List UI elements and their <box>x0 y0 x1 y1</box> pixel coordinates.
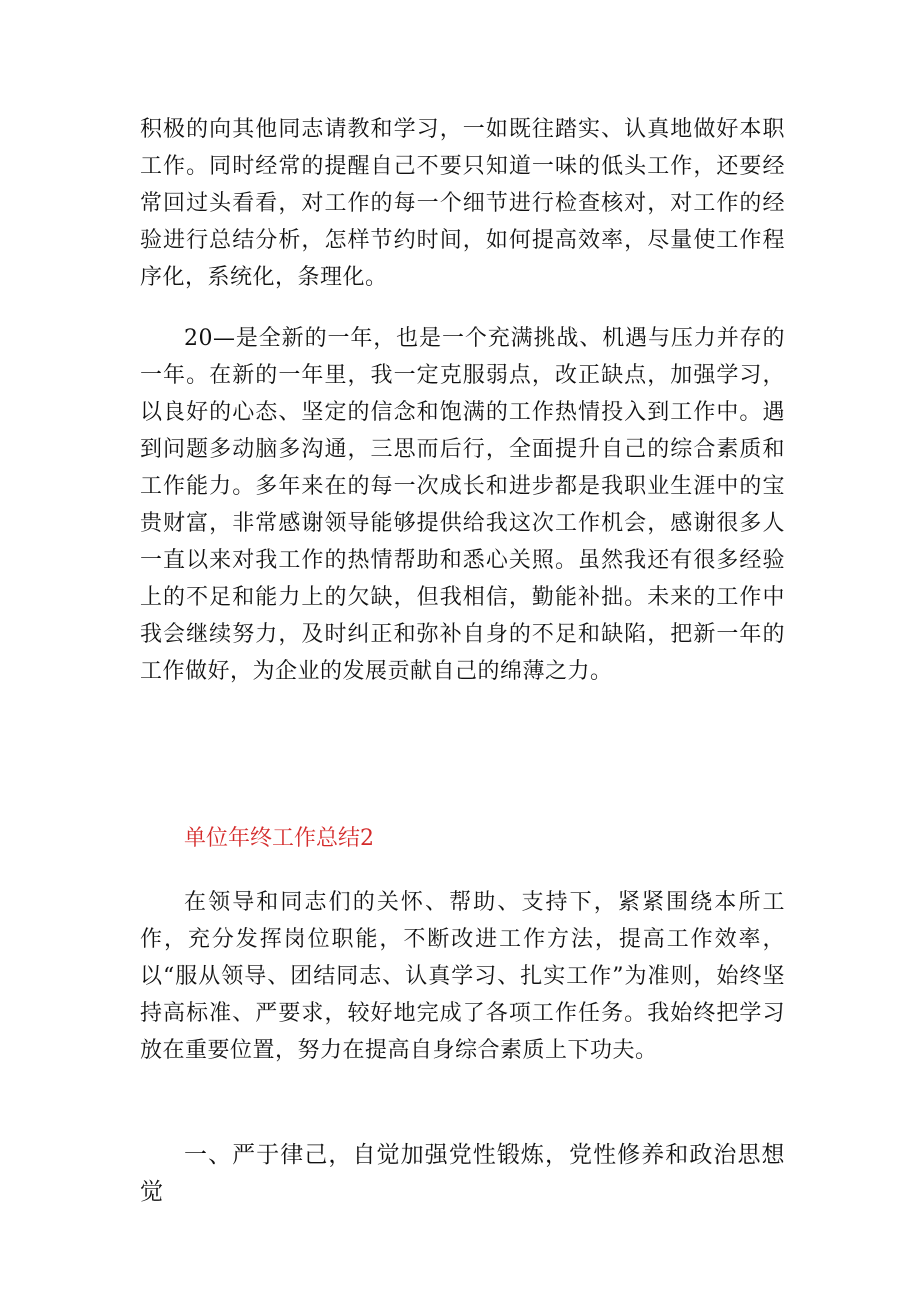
paragraph-summary-intro: 在领导和同志们的关怀、帮助、支持下，紧紧围绕本所工作，充分发挥岗位职能，不断改进工作方法，提高工作效率，以“服从领导、团结同志、认真学习、扎实工作”为准则，始终坚持高标准、严要求，较好地完成了各项工作任务。我始终把学习放在重要位置，努力在提高自身综合素质上下功夫。 <box>140 890 785 1063</box>
section-heading: 单位年终工作总结2 <box>184 826 374 851</box>
paragraph-discipline-point: 一、严于律己，自觉加强党性锻炼，党性修养和政治思想觉 <box>140 1142 785 1205</box>
paragraph-work-attitude: 积极的向其他同志请教和学习，一如既往踏实、认真地做好本职工作。同时经常的提醒自己不要只知道一味的低头工作，还要经常回过头看看，对工作的每一个细节进行检查核对，对工作的经验进行总结分析，怎样节约时间，如何提高效率，尽量使工作程序化，系统化，条理化。 <box>140 117 785 290</box>
paragraph-new-year-plan: 20—是全新的一年，也是一个充满挑战、机遇与压力并存的一年。在新的一年里，我一定克服弱点，改正缺点，加强学习，以良好的心态、坚定的信念和饱满的工作热情投入到工作中。遇到问题多动脑多沟通，三思而后行，全面提升自己的综合素质和工作能力。多年来在的每一次成长和进步都是我职业生涯中的宝贵财富，非常感谢领导能够提供给我这次工作机会，感谢很多人一直以来对我工作的热情帮助和悉心关照。虽然我还有很多经验上的不足和能力上的欠缺，但我相信，勤能补拙。未来的工作中我会继续努力，及时纠正和弥补自身的不足和缺陷，把新一年的工作做好，为企业的发展贡献自己的绵薄之力。 <box>140 326 785 684</box>
